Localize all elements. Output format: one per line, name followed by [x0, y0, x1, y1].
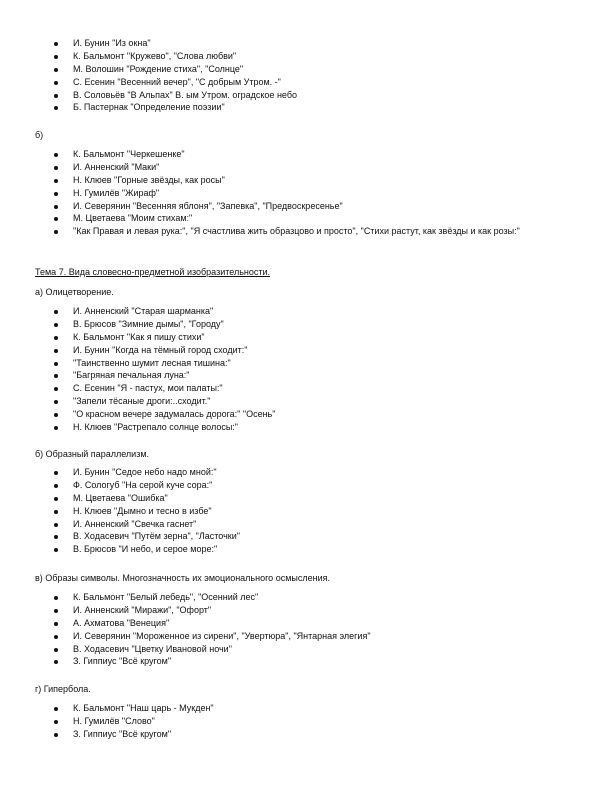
- list-item: "Запели тёсаные дроги:..сходит.": [54, 395, 275, 408]
- list-item: И. Анненский "Миражи", "Офорт": [54, 604, 371, 617]
- bullet-icon: [54, 400, 58, 404]
- poem-list-b2: [54, 466, 240, 556]
- bullet-icon: [54, 349, 58, 353]
- list-item: В. Соловьёв "В Альпах" В. ым Утром. оградское небо: [54, 89, 297, 102]
- bullet-icon: [54, 153, 58, 157]
- bullet-icon: [54, 94, 58, 98]
- bullet-icon: [54, 548, 58, 552]
- bullet-icon: [54, 323, 58, 327]
- section-heading-g: г) Гипербола.: [35, 684, 91, 694]
- poem-list-a: [54, 305, 275, 434]
- bullet-icon: [54, 42, 58, 46]
- list-item: Н. Клюев "Дымно и тесно в избе": [54, 505, 240, 518]
- list-item: Б. Пастернак "Определение поэзии": [54, 101, 297, 114]
- bullet-icon: [54, 660, 58, 664]
- list-item: К. Бальмонт "Как я пишу стихи": [54, 331, 275, 344]
- section-heading-b2: б) Образный параллелизм.: [35, 449, 150, 459]
- bullet-icon: [54, 81, 58, 85]
- list-item: И. Бунин "Седое небо надо мной:": [54, 466, 240, 479]
- list-item: В. Ходасевич "Цветку Ивановой ночи": [54, 643, 371, 656]
- bullet-icon: [54, 217, 58, 221]
- list-item: Н. Клюев "Растрепало солнце волосы:": [54, 421, 275, 434]
- list-item: С. Есенин "Я - пастух, мои палаты:": [54, 382, 275, 395]
- list-item: К. Бальмонт "Кружево", "Слова любви": [54, 50, 297, 63]
- poem-list-v: [54, 591, 371, 668]
- bullet-icon: [54, 179, 58, 183]
- list-item: М. Цветаева "Моим стихам:": [54, 212, 570, 225]
- poem-list-g: [54, 702, 214, 741]
- bullet-icon: [54, 471, 58, 475]
- bullet-icon: [54, 622, 58, 626]
- bullet-icon: [54, 192, 58, 196]
- bullet-icon: [54, 205, 58, 209]
- bullet-icon: [54, 55, 58, 59]
- bullet-icon: [54, 720, 58, 724]
- list-item: И. Северянин "Мороженное из сирени", "Увертюра", "Янтарная элегия": [54, 630, 371, 643]
- list-item: К. Бальмонт "Белый лебедь", "Осенний лес": [54, 591, 371, 604]
- list-item: Н. Гумилёв "Жираф": [54, 187, 570, 200]
- bullet-icon: [54, 166, 58, 170]
- list-item: И. Анненский "Старая шарманка": [54, 305, 275, 318]
- list-item: З. Гиппиус "Всё кругом": [54, 655, 371, 668]
- poem-list-top: [54, 37, 297, 114]
- list-item: С. Есенин "Весенний вечер", "С добрым Утром. -": [54, 76, 297, 89]
- section-heading-a: а) Олицетворение.: [35, 287, 114, 297]
- bullet-icon: [54, 230, 58, 234]
- poem-list-b1: [54, 148, 570, 238]
- list-item: З. Гиппиус "Всё кругом": [54, 728, 214, 741]
- bullet-icon: [54, 106, 58, 110]
- list-item: В. Ходасевич "Путём зерна", "Ласточки": [54, 530, 240, 543]
- bullet-icon: [54, 510, 58, 514]
- bullet-icon: [54, 707, 58, 711]
- list-item: В. Брюсов "И небо, и серое море:": [54, 543, 240, 556]
- list-item: И. Бунин "Из окна": [54, 37, 297, 50]
- list-item: Н. Клюев "Горные звёзды, как росы": [54, 174, 570, 187]
- list-item: Н. Гумилёв "Слово": [54, 715, 214, 728]
- bullet-icon: [54, 362, 58, 366]
- bullet-icon: [54, 648, 58, 652]
- list-item: "Таинственно шумит лесная тишина:": [54, 357, 275, 370]
- bullet-icon: [54, 426, 58, 430]
- list-item: И. Северянин "Весенняя яблоня", "Запевка", "Предвоскресенье": [54, 200, 570, 213]
- bullet-icon: [54, 497, 58, 501]
- bullet-icon: [54, 733, 58, 737]
- bullet-icon: [54, 336, 58, 340]
- list-item: М. Цветаева "Ошибка": [54, 492, 240, 505]
- bullet-icon: [54, 413, 58, 417]
- bullet-icon: [54, 484, 58, 488]
- list-item: Ф. Сологуб "На серой куче сора:": [54, 479, 240, 492]
- bullet-icon: [54, 635, 58, 639]
- list-item: И. Анненский "Свечка гаснет": [54, 518, 240, 531]
- topic-title: Тема 7. Вида словесно-предметной изобразительности.: [35, 267, 271, 277]
- bullet-icon: [54, 374, 58, 378]
- list-item: "О красном вечере задумалась дорога:" "Осень": [54, 408, 275, 421]
- list-item: И. Анненский "Маки": [54, 161, 570, 174]
- bullet-icon: [54, 596, 58, 600]
- list-item: "Багряная печальная луна:": [54, 369, 275, 382]
- list-item: К. Бальмонт "Наш царь - Мукден": [54, 702, 214, 715]
- section-heading-v: в) Образы символы. Многозначность их эмоционального осмысления.: [35, 573, 330, 583]
- list-item: М. Волошин "Рождение стиха", "Солнце": [54, 63, 297, 76]
- section-heading-b1: б): [35, 130, 44, 140]
- list-item: "Как Правая и левая рука:", "Я счастлива жить образцово и просто", "Стихи растут, как звёзды и как розы:": [54, 225, 570, 238]
- list-item: И. Бунин "Когда на тёмный город сходит:": [54, 344, 275, 357]
- bullet-icon: [54, 535, 58, 539]
- bullet-icon: [54, 68, 58, 72]
- bullet-icon: [54, 609, 58, 613]
- bullet-icon: [54, 523, 58, 527]
- list-item: В. Брюсов "Зимние дымы", "Городу": [54, 318, 275, 331]
- bullet-icon: [54, 387, 58, 391]
- bullet-icon: [54, 310, 58, 314]
- list-item: А. Ахматова "Венеция": [54, 617, 371, 630]
- list-item: К. Бальмонт "Черкешенке": [54, 148, 570, 161]
